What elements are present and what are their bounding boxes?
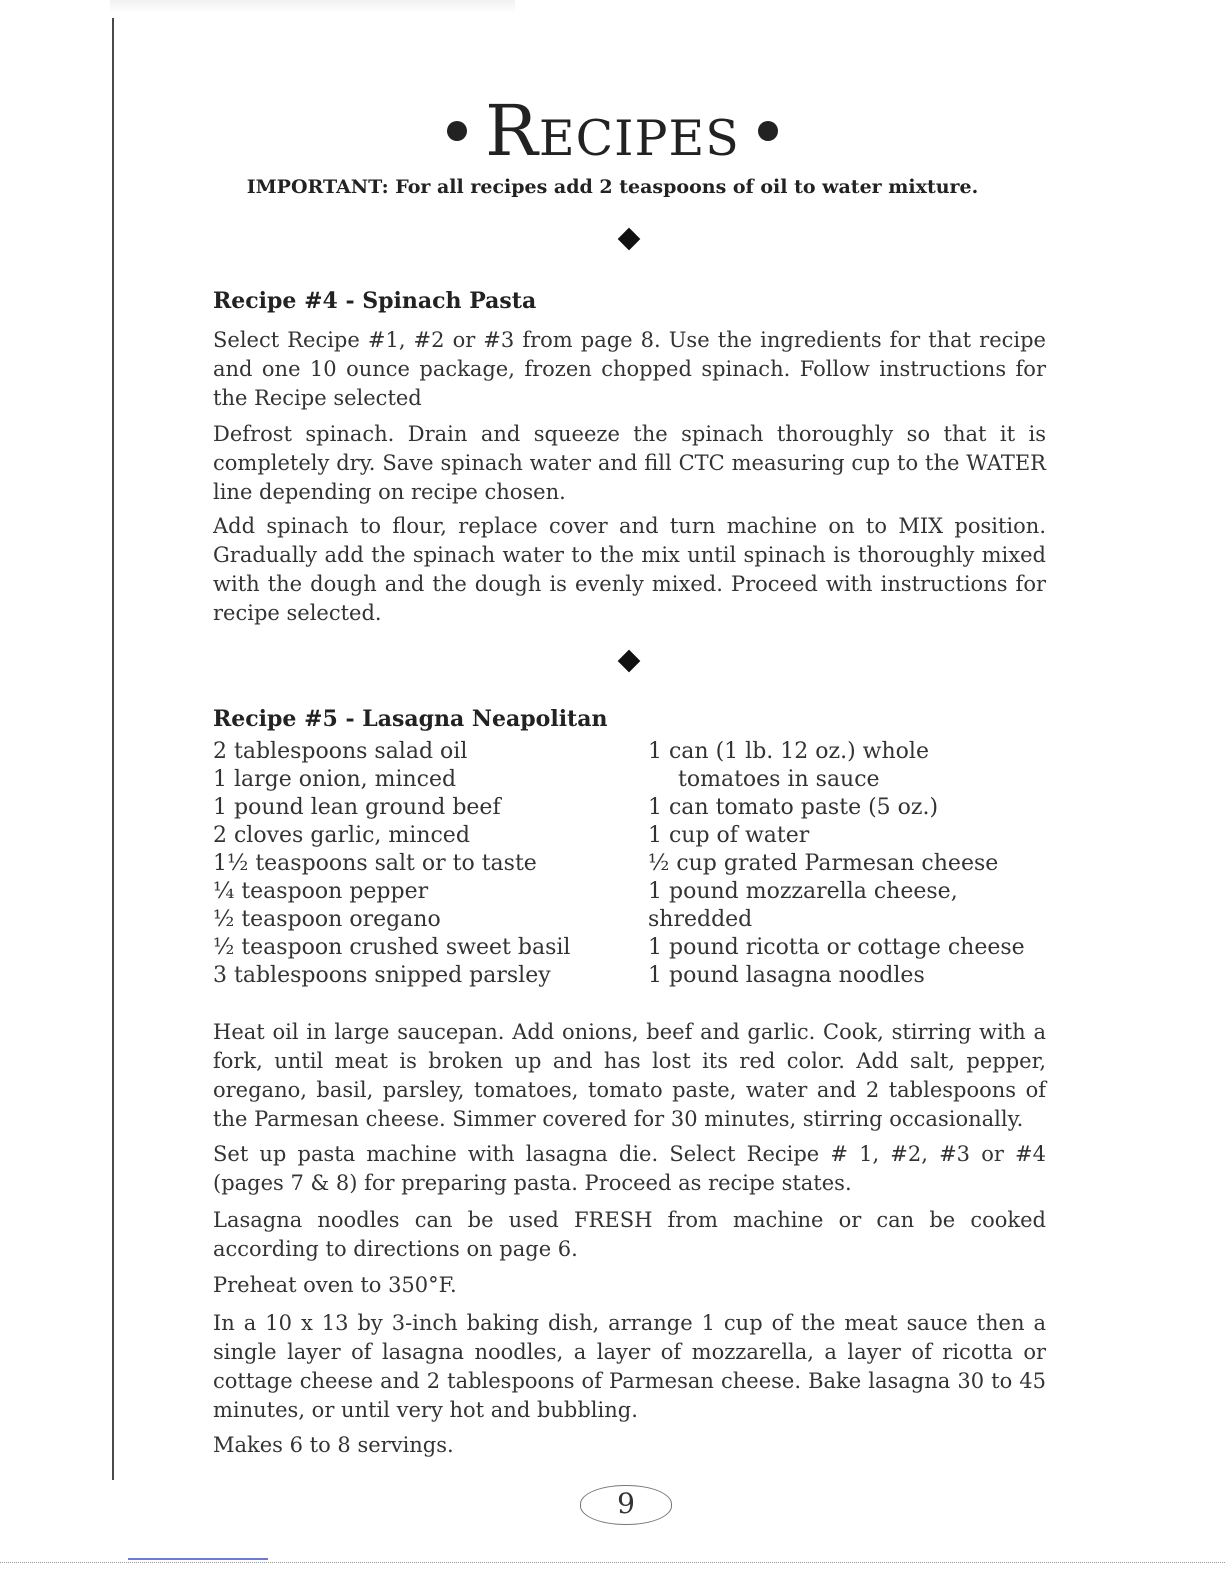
recipe-5-paragraph: Heat oil in large saucepan. Add onions, beef and garlic. Cook, stirring with a fork, until meat is broken up and has lost its red color. Add salt, pepper, oregano, basil, parsley, tomatoes, tomato paste, water and 2 tablespoons of the Parmesan cheese. Simmer covered for 30 minutes, stirring occasionally. [213, 1020, 1046, 1131]
ingredients-right-list [648, 738, 1025, 990]
recipe-5-paragraph: In a 10 x 13 by 3-inch baking dish, arrange 1 cup of the meat sauce then a single layer of lasagna noodles, a layer of mozzarella, a layer of ricotta or cottage cheese and 2 tablespoons of Parmesan cheese. Bake lasagna 30 to 45 minutes, or until very hot and bubbling. [213, 1311, 1046, 1422]
recipe-4-paragraph: Defrost spinach. Drain and squeeze the spinach thoroughly so that it is completely dry. Save spinach water and fill CTC measuring cup to the WATER line depending on recipe chosen. [213, 422, 1046, 504]
scan-left-edge [112, 18, 114, 1480]
ingredient-item: 1½ teaspoons salt or to taste [213, 851, 537, 876]
scan-top-edge [110, 0, 515, 14]
bullet-icon [758, 121, 778, 141]
recipe-4-paragraph: Add spinach to flour, replace cover and turn machine on to MIX position. Gradually add the spinach water to the mix until spinach is thoroughly mixed with the dough and the dough is evenly mixed. Proceed with instructions for recipe selected. [213, 514, 1046, 625]
recipe-5-paragraph: Makes 6 to 8 servings. [213, 1433, 454, 1457]
ingredient-item: 1 pound ricotta or cottage cheese [648, 935, 1025, 960]
page-title [0, 90, 1225, 172]
recipe-4-heading: Recipe #4 - Spinach Pasta [213, 288, 537, 314]
recipe-5-paragraph: Preheat oven to 350°F. [213, 1273, 457, 1297]
diamond-divider-icon [618, 650, 641, 673]
ingredient-item: 1 pound lean ground beef [213, 795, 501, 820]
ingredient-item: 1 cup of water [648, 823, 810, 848]
ingredient-item: shredded [648, 907, 753, 932]
ingredient-item: 1 pound lasagna noodles [648, 963, 925, 988]
bullet-icon [447, 121, 467, 141]
page-title-text: Recipes [485, 90, 740, 172]
ingredient-item: 1 can (1 lb. 12 oz.) whole [648, 739, 929, 764]
scan-bottom-mark [128, 1558, 268, 1560]
ingredient-item: 2 tablespoons salad oil [213, 739, 468, 764]
ingredient-item: 2 cloves garlic, minced [213, 823, 470, 848]
recipe-5-paragraph: Lasagna noodles can be used FRESH from machine or can be cooked according to directions on page 6. [213, 1208, 1046, 1261]
ingredient-item: ½ teaspoon oregano [213, 907, 441, 932]
ingredient-item: 3 tablespoons snipped parsley [213, 963, 551, 988]
ingredient-item: ½ teaspoon crushed sweet basil [213, 935, 571, 960]
recipe-5-paragraph: Set up pasta machine with lasagna die. Select Recipe # 1, #2, #3 or #4 (pages 7 & 8) for preparing pasta. Proceed as recipe states. [213, 1142, 1046, 1195]
important-note: IMPORTANT: For all recipes add 2 teaspoons of oil to water mixture. [246, 176, 979, 198]
ingredient-item: tomatoes in sauce [678, 767, 880, 792]
ingredients-left-list [213, 738, 570, 990]
ingredient-item: 1 large onion, minced [213, 767, 457, 792]
ingredient-item: ½ cup grated Parmesan cheese [648, 851, 999, 876]
ingredient-item: 1 pound mozzarella cheese, [648, 879, 958, 904]
page-number: 9 [580, 1485, 672, 1525]
diamond-divider-icon [618, 228, 641, 251]
ingredient-item: 1 can tomato paste (5 oz.) [648, 795, 939, 820]
recipe-5-heading: Recipe #5 - Lasagna Neapolitan [213, 706, 608, 732]
scan-bottom-edge [0, 1562, 1225, 1564]
recipe-4-paragraph: Select Recipe #1, #2 or #3 from page 8. Use the ingredients for that recipe and one 10 ounce package, frozen chopped spinach. Follow instructions for the Recipe selected [213, 328, 1046, 410]
ingredient-item: ¼ teaspoon pepper [213, 879, 429, 904]
